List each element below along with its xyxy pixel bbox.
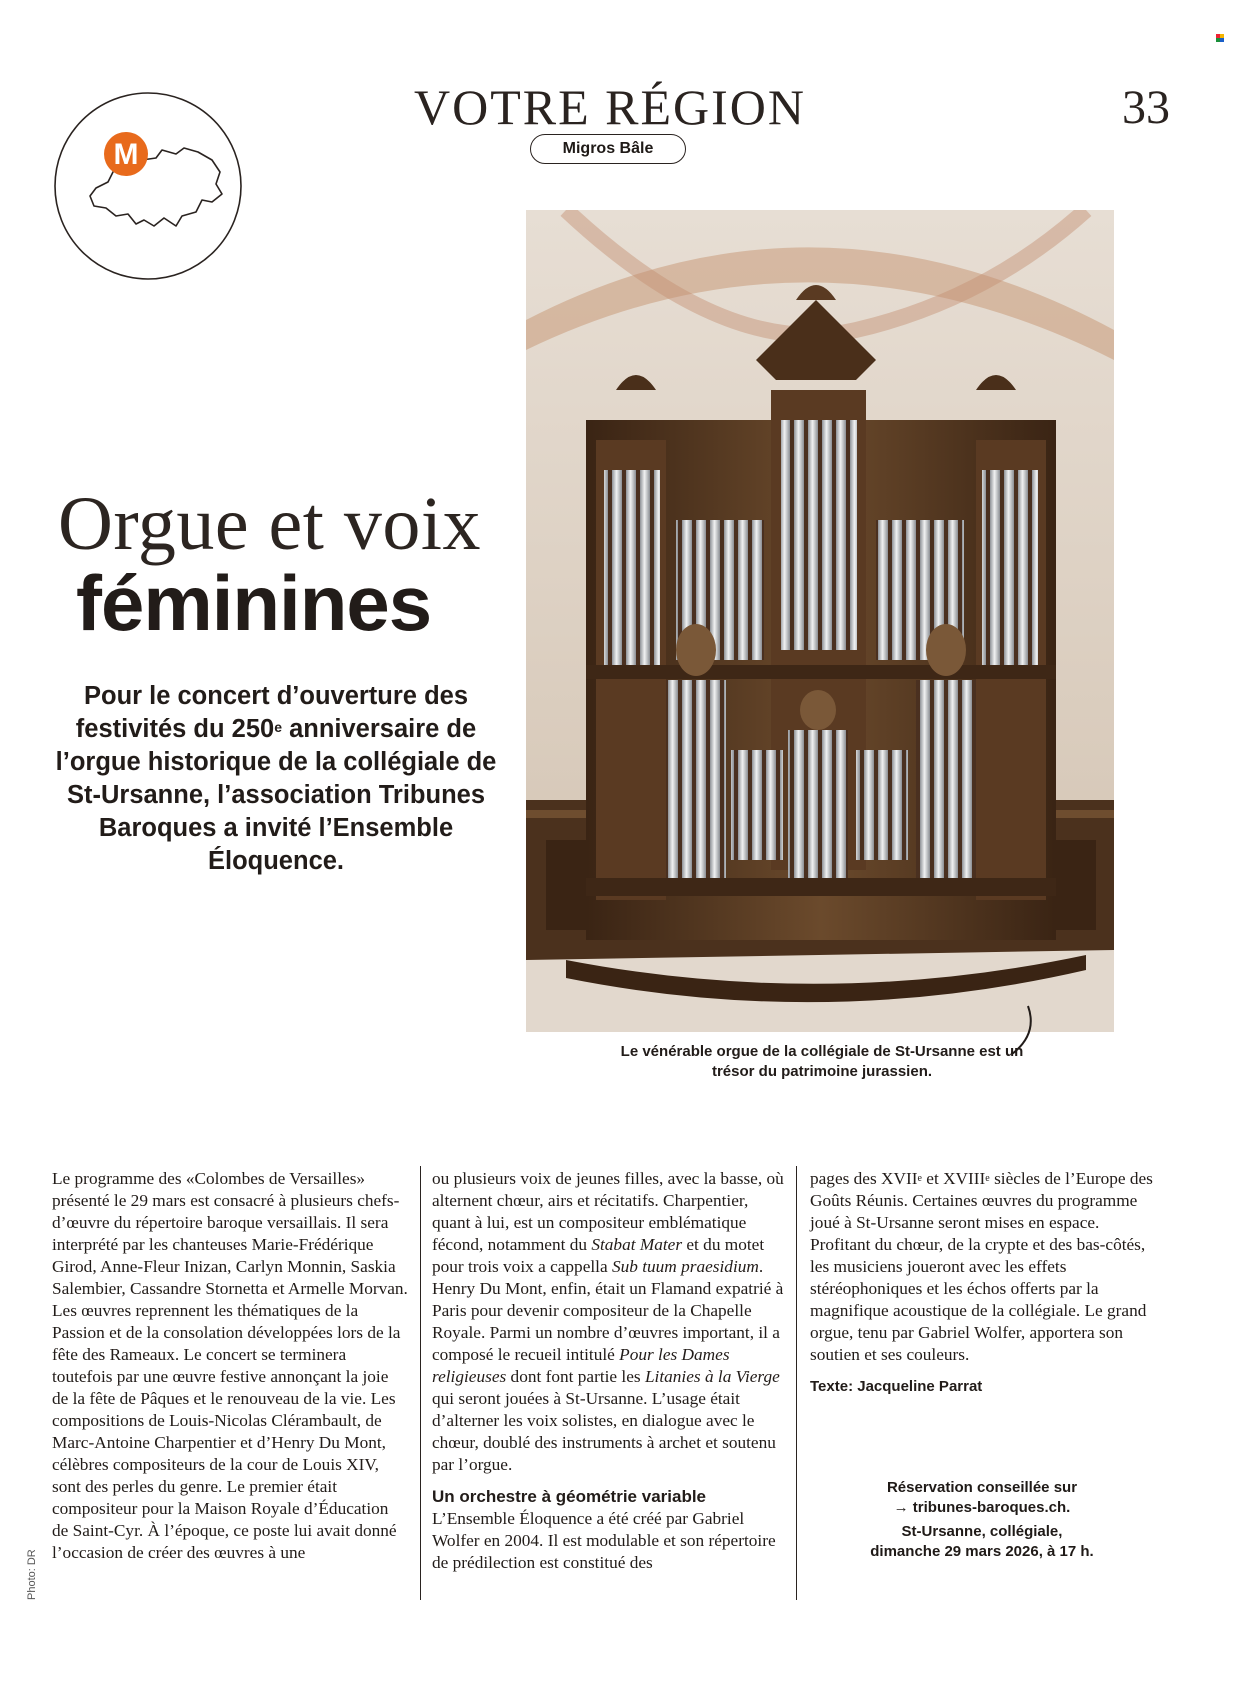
lede-text-2: anniversaire de l’orgue historique de la collégiale de St-Ursanne, l’association Tribunes Baroques a invité l’Ensemble Éloquence. bbox=[55, 715, 497, 875]
organ-photo bbox=[526, 210, 1114, 1032]
text-run: et du motet pour trois voix a cappella bbox=[432, 1235, 765, 1276]
info-venue: St-Ursanne, collégiale, bbox=[901, 1523, 1063, 1540]
superscript: e bbox=[985, 1173, 990, 1184]
work-title: Sub tuum praesidium bbox=[611, 1257, 759, 1276]
text-run: siècles de l’Europe des Goûts Réunis. Certaines œuvres du programme joué à St-Ursanne seront mises en espace. Profitant du chœur, de la crypte et des bas-côtés, les musiciens joueront avec les effets stéréophoniques et les échos offerts par la magnifique acoustique de la collégiale. Le grand orgue, tenu par Gabriel Wolfer, apportera son soutien et ses couleurs. bbox=[810, 1169, 1153, 1364]
work-title: Pour les Dames religieuses bbox=[432, 1345, 730, 1386]
logo-letter: M bbox=[113, 138, 139, 171]
text-run: dont font partie les bbox=[506, 1367, 645, 1386]
subheading: Un orchestre à géométrie variable bbox=[432, 1487, 707, 1506]
color-mark-icon bbox=[1216, 34, 1226, 44]
lede bbox=[52, 680, 500, 878]
lede-sup: e bbox=[274, 719, 282, 735]
body-paragraph bbox=[432, 1168, 786, 1476]
body-paragraph: L’Ensemble Éloquence a été créé par Gabriel Wolfer en 2004. Il est modulable et son répertoire de prédilection est constitué des bbox=[432, 1509, 776, 1572]
body-column-3 bbox=[810, 1168, 1164, 1398]
lede-text-1: Pour le concert d’ouverture des festivités du 250 bbox=[75, 682, 469, 743]
caption-pointer-icon bbox=[1004, 1004, 1044, 1064]
text-run: et XVIII bbox=[921, 1169, 986, 1188]
headline-bold: féminines bbox=[76, 559, 432, 647]
body-column-2 bbox=[432, 1168, 786, 1574]
page-number: 33 bbox=[1122, 81, 1170, 134]
superscript: e bbox=[917, 1173, 922, 1184]
column-divider bbox=[796, 1166, 797, 1600]
body-paragraph: Le programme des «Colombes de Versailles» présenté le 29 mars est consacré à plusieurs chefs-d’œuvre du répertoire baroque versaillais. Il sera interprété par les chanteuses Marie-Frédérique Girod, Anne-Fleur Inizan, Carlyn Monnin, Saskia Salembier, Cassandre Stornetta et Armelle Morvan. Les œuvres reprennent les thématiques de la Passion et de la consolation développées lors de la fête des Rameaux. Le concert se terminera toutefois par une œuvre festive annonçant la joie de la fête de Pâques et le renouveau de la vie. Les compositions de Louis-Nicolas Clérambault, de Marc-Antoine Charpentier et d’Henry Du Mont, célèbres compositeurs de la cour de Louis XIV, sont des perles du genre. Le premier était compositeur pour la Maison Royale d’Éducation de Saint-Cyr. À l’époque, ce poste lui avait donné l’occasion de créer des œuvres à une bbox=[52, 1169, 408, 1562]
text-run: pages des XVII bbox=[810, 1169, 918, 1188]
text-run: . Henry Du Mont, enfin, était un Flamand expatrié à Paris pour devenir compositeur de la Chapelle Royale. Parmi un nombre d’œuvres important, il a composé le recueil intitulé bbox=[432, 1257, 784, 1364]
text-run: qui seront jouées à St-Ursanne. L’usage était d’alterner les voix solistes, en dialogue avec le chœur, doublé des instruments à archet et soutenu par l’orgue. bbox=[432, 1389, 776, 1474]
author-credit: Texte: Jacqueline Parrat bbox=[810, 1378, 983, 1395]
headline bbox=[58, 482, 498, 646]
region-badge: Migros Bâle bbox=[530, 134, 686, 164]
work-title: Stabat Mater bbox=[591, 1235, 683, 1254]
event-info bbox=[812, 1478, 1152, 1562]
info-date: dimanche 29 mars 2026, à 17 h. bbox=[870, 1543, 1094, 1560]
work-title: Litanies à la Vierge bbox=[644, 1367, 780, 1386]
column-divider bbox=[420, 1166, 421, 1600]
body-paragraph bbox=[810, 1168, 1164, 1366]
headline-light: Orgue et voix bbox=[58, 482, 482, 566]
text-run: ou plusieurs voix de jeunes filles, avec la basse, où alternent chœur, airs et récitatifs. Charpentier, quant à lui, est un compositeur emblématique fécond, notamment du bbox=[432, 1169, 784, 1254]
migros-switzerland-map-logo bbox=[52, 90, 244, 282]
section-title: VOTRE RÉGION bbox=[413, 79, 807, 135]
info-website-link[interactable]: → tribunes-baroques.ch. bbox=[893, 1499, 1071, 1516]
body-column-1 bbox=[52, 1168, 408, 1564]
photo-credit: Photo: DR bbox=[26, 1549, 38, 1600]
info-reservation: Réservation conseillée sur bbox=[886, 1479, 1078, 1496]
photo-caption: Le vénérable orgue de la collégiale de St-Ursanne est un trésor du patrimoine jurassien. bbox=[620, 1043, 1024, 1080]
